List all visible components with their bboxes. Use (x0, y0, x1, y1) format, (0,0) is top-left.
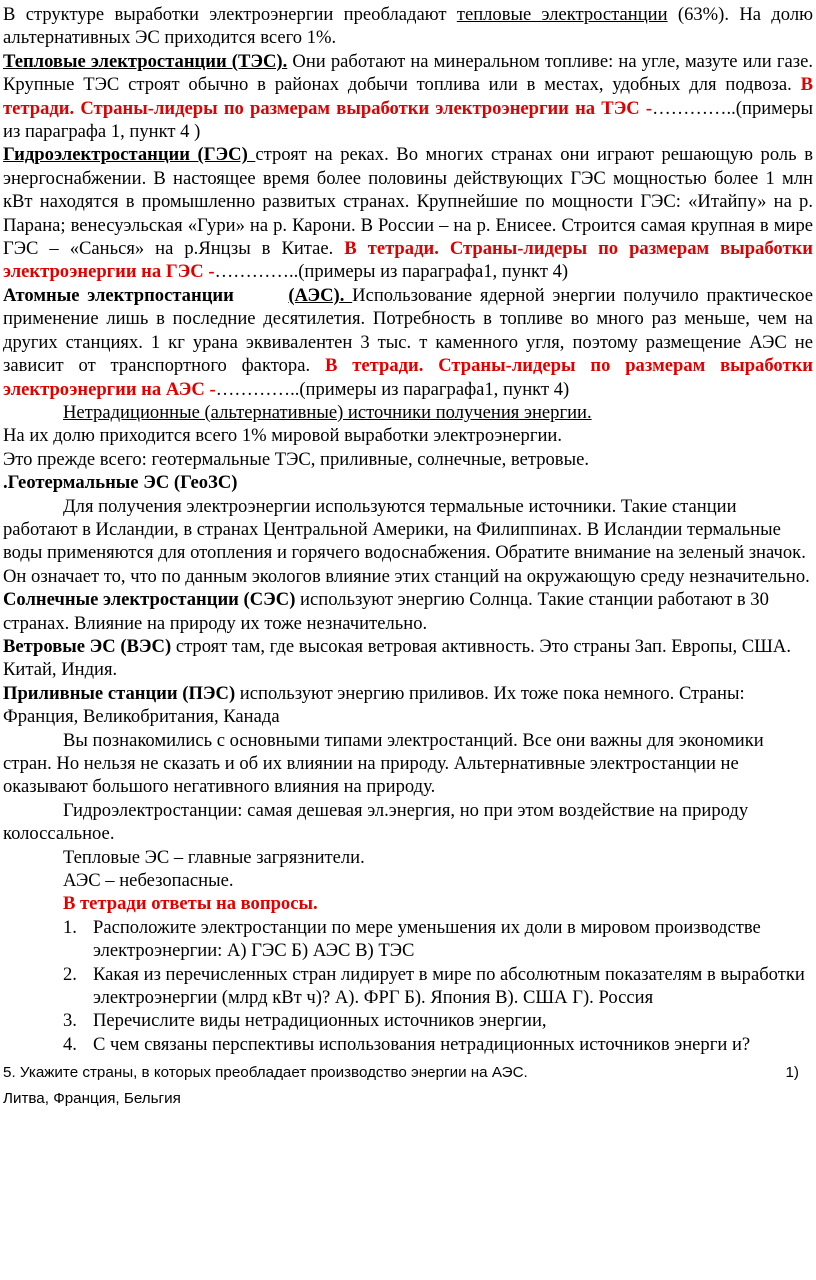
hydro-impact-paragraph: Гидроэлектростанции: самая дешевая эл.энергия, но при этом воздействие на природу колоссальное. (3, 799, 749, 845)
aes-text: Использование ядерной энергии получило практическое применение лишь в последние десятилетия. Потребность в топливе во много раз меньше, чем на других станциях. 1 кг урана эквивалентен 3 тыс. т каменного угля, поэтому размещение АЭС не зависит от транспортного фактора. (3, 284, 813, 377)
aes-title: Атомные электрпостанции (3, 284, 234, 306)
tes-task-tail: …………..(примеры из параграфа 1, пункт 4 ) (3, 97, 813, 143)
question-text: С чем связаны перспективы использования нетрадиционных источников энерги и? (93, 1033, 751, 1055)
ves-text: строят там, где высокая ветровая активность. Это страны Зап. Европы, США. Китай, Индия. (3, 635, 791, 681)
geo-title: .Геотермальные ЭС (ГеоЗС) (3, 472, 238, 494)
ges-notebook-task: В тетради. Страны-лидеры по размерам выработки электроэнергии на ГЭС - (3, 238, 814, 283)
summary-paragraph: Вы познакомились с основными типами электростанций. Все они важны для экономики стран. Но нельзя не сказать и об их влиянии на природу. Альтернативные электростанции не оказывают большого негативного влияния на природу. (3, 729, 764, 798)
intro-text-end: (63%). На долю альтернативных ЭС приходится всего 1%. (3, 4, 813, 49)
question-item (3, 916, 813, 963)
question-5-option: 1) (785, 1064, 799, 1082)
aes-task-tail: …………..(примеры из параграфа1, пункт 4) (215, 378, 570, 400)
aes-notebook-task: В тетради. Страны-лидеры по размерам выработки электроэнергии на АЭС - (3, 355, 814, 400)
question-5-text: 5. Укажите страны, в которых преобладает производство энергии на АЭС. (3, 1064, 528, 1082)
aes-paragraph (3, 284, 813, 401)
question-number: 4. (63, 1033, 77, 1055)
tes-paragraph (3, 50, 813, 144)
ges-task-tail: …………..(примеры из параграфа1, пункт 4) (214, 261, 569, 283)
tes-notebook-task: В тетради. Страны-лидеры по размерам выработки электроэнергии на ТЭС - (3, 74, 813, 119)
question-item (3, 1009, 813, 1032)
ses-paragraph (3, 588, 813, 635)
alt-heading-text: Нетрадиционные (альтернативные) источники получения энергии. (63, 401, 592, 423)
intro-text: В структуре выработки электроэнергии преобладают (3, 4, 457, 25)
questions-list (3, 916, 813, 1056)
footer-question (3, 1060, 813, 1112)
question-number: 3. (63, 1010, 77, 1032)
question-text: Расположите электростанции по мере уменьшения их доли в мировом производстве электроэнергии: А) ГЭС Б) АЭС В) ТЭС (93, 916, 761, 962)
ves-paragraph (3, 635, 813, 682)
intro-paragraph (3, 3, 813, 50)
pes-text: используют энергию приливов. Их тоже пока немного. Страны: Франция, Великобритания, Канада (3, 682, 745, 728)
ges-text: строят на реках. Во многих странах они играют решающую роль в энергоснабжении. В настоящее время более половины действующих ГЭС мощностью более 1 млн кВт находятся в промышленно развитых странах. Крупнейшие по мощности ГЭС: «Итайпу» на р. Парана; венесуэльская «Гури» на р. Карони. В России – на р. Енисее. Строится самая крупная в мире ГЭС – «Санься» на р.Янцзы в Китае. (3, 144, 814, 260)
question-number: 1. (63, 916, 77, 938)
question-item (3, 1033, 813, 1056)
alt-types-line: Это прежде всего: геотермальные ТЭС, приливные, солнечные, ветровые. (3, 448, 589, 470)
ses-title: Солнечные электростанции (СЭС) (3, 589, 296, 611)
questions-heading: В тетради ответы на вопросы. (63, 893, 318, 915)
pes-title: Приливные станции (ПЭС) (3, 682, 236, 704)
alt-share-line: На их долю приходится всего 1% мировой выработки электроэнергии. (3, 425, 563, 447)
intro-underlined-text: тепловые электростанции (456, 4, 668, 25)
question-5-answer: Литва, Франция, Бельгия (3, 1090, 181, 1108)
ges-title: Гидроэлектростанции (ГЭС) (3, 144, 256, 166)
question-item (3, 963, 813, 1010)
question-text: Какая из перечисленных стран лидирует в мире по абсолютным показателям в выработки электроэнергии (млрд кВт ч)? А). ФРГ Б). Япония В). США Г). Россия (93, 963, 805, 1009)
ves-title: Ветровые ЭС (ВЭС) (3, 635, 172, 657)
question-text: Перечислите виды нетрадиционных источников энергии, (93, 1010, 547, 1032)
alt-heading (3, 401, 813, 424)
question-number: 2. (63, 963, 77, 985)
thermal-note: Тепловые ЭС – главные загрязнители. (63, 846, 365, 868)
ges-paragraph (3, 143, 813, 283)
ses-text: используют энергию Солнца. Такие станции работают в 30 странах. Влияние на природу их тоже незначительно. (3, 589, 769, 634)
tes-title: Тепловые электростанции (ТЭС). (3, 50, 288, 72)
footer-question-row (3, 1060, 813, 1086)
aes-abbrev: (АЭС). (288, 284, 353, 306)
tes-text: Они работают на минеральном топливе: на угле, мазуте или газе. Крупные ТЭС строят обычно в районах добычи топлива или в местах, удобных для подвоза. (3, 50, 813, 96)
pes-paragraph (3, 682, 813, 729)
nuclear-note: АЭС – небезопасные. (63, 870, 234, 892)
geo-paragraph: Для получения электроэнергии используются термальные источники. Такие станции работают в Исландии, в странах Центральной Америки, на Филиппинах. В Исландии термальные воды применяются для отопления и горячего водоснабжения. Обратите внимание на зеленый значок. Он означает то, что по данным экологов влияние этих станций на окружающую среду незначительно. (3, 495, 810, 587)
